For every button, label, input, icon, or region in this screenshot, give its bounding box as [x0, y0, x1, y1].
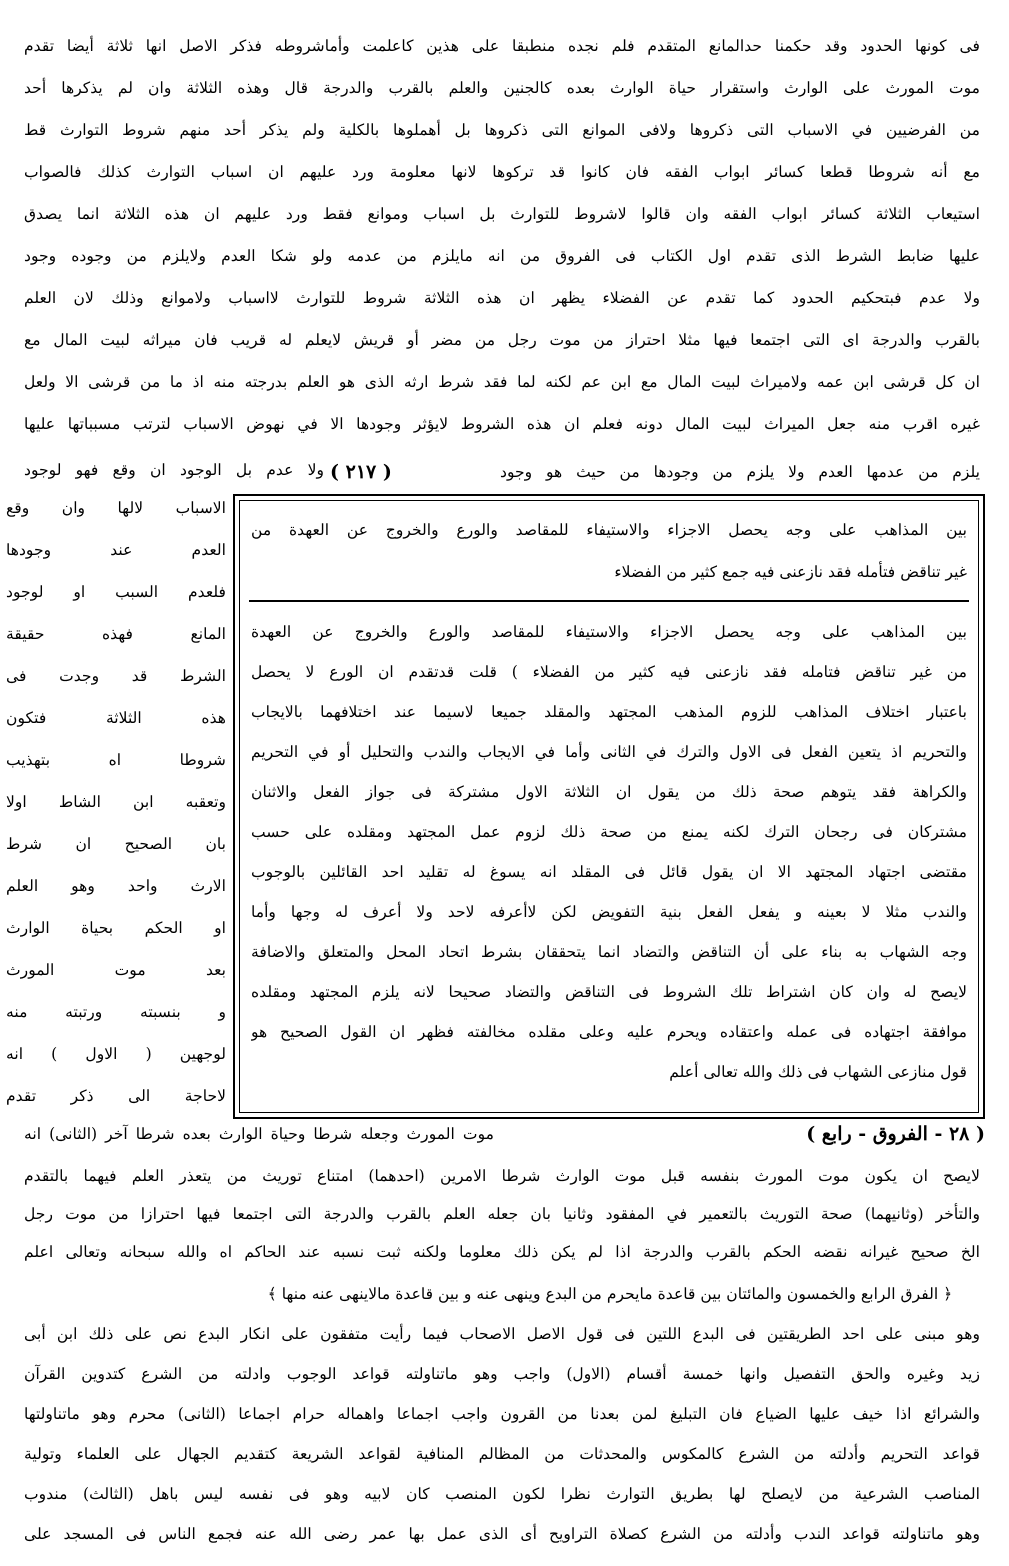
- text-line: ولا عدم فبتحكيم الحدود كما تقدم عن الفضلاء يظهر ان هذه الثلاثة شروط للتوارث لااسباب ولاموانع وذلك لان العلم: [24, 289, 980, 307]
- text-line: والتأخر (وثانيهما) صحة التوريث بالتعمير في المفقود وثانيا بان جعله العلم بالقرب والدرجة التى اجتمعا فيها احترازا من موت رجل: [24, 1205, 980, 1223]
- side-line: لوجهين ( الاول ) انه: [6, 1045, 226, 1063]
- text-line: استيعاب الثلاثة كسائر ابواب الفقه وان قالوا لاشروط للتوارث بل اسباب وموانع فقط ورد عليهم ان هذه الثلاثة انما يصدق: [24, 205, 980, 223]
- text-line: وهو مبنى على احد الطريقتين فى البدع اللتين فى قول الاصل الاصحاب فيما رأيت متفقون على انكار البدع نص على ذلك ابن أبى: [24, 1325, 980, 1343]
- text-line: المناصب الشرعية من لايصلح لها بطريق التوارث نظرا لكون المنصب كان لابيه وهو فى نفسه ليس باهل (الثالث) مندوب: [24, 1485, 980, 1503]
- text-line: عليها ضابط الشرط الذى تقدم اول الكتاب فى الفروق من انه مايلزم من عدمه ولو شكا العدم ولايلزم من وجوده وجود: [24, 247, 980, 265]
- divider-rule: [249, 600, 969, 602]
- side-line: العدم عند وجودها: [6, 541, 226, 559]
- box-line: والكراهة فقد يتوهم صحة ذلك من يقول ان الثلاثة الاول مشتركة فى جواز الفعل والاثنان: [251, 783, 967, 801]
- commentary-box: [233, 494, 985, 1119]
- box-line: وجه الشهاب به بناء على أن التناقض والتضاد انما يتحققان بشرط اتحاد المحل والمتعلق والاضافة: [251, 943, 967, 961]
- text-line: الخ صحيح غيرانه نقضه الحكم بالقرب والدرجة اذا لم يكن ذلك معلوما ولكنه ثبت نسبه عند الحاكم اه والله سبحانه وتعالى اعلم: [24, 1243, 980, 1261]
- text-line: مع أنه شروطا قطعا كسائر ابواب الفقه فان كانوا قد تركوها لانها معلومة ورد عليهم ان اسباب التوارث كذلك فالصواب: [24, 163, 980, 181]
- box-line: باعتبار اختلاف المذاهب للزوم المذهب المجتهد والمقلد جميعا لاسيما عند اختلافهما بالايجاب: [251, 703, 967, 721]
- signature-row: [480, 1116, 985, 1152]
- text-line: زيد وغيره والحق التفصيل وانها خمسة أقسام (الاول) واجب وهو ماتناولته قواعد الوجوب وادلته من الشرع كتدوين القرآن: [24, 1365, 980, 1383]
- box-line: والتحريم اذ يتعين الفعل فى الاول والترك في الثانى وأما في الايجاب والندب والتحليل أو في التحريم: [251, 743, 967, 761]
- text-line: موت المورث وجعله شرطا وحياة الوارث بعده شرطا آخر (الثانى) انه: [24, 1125, 494, 1143]
- text-line: ان كل قرشى ابن عمه ولاميراث لبيت المال مع ابن عم لكنه لما فقد شرط ارثه الذى هو العلم بدرجته منه اذ ما من قرشى الا ولعل: [24, 373, 980, 391]
- side-column: [6, 491, 232, 1131]
- section-title: ﴿ الفرق الرابع والخمسون والمائتان بين قاعدة مايحرم من البدع وينهى عنه و بين قاعدة مالاينهى عنه منها ﴾: [267, 1285, 953, 1303]
- page-number-row: [330, 454, 980, 490]
- signature-mark: ( ٢٨ - الفروق - رابع ): [806, 1123, 985, 1145]
- box-line: بين المذاهب على وجه يحصل الاجزاء والاستيفاء للمقاصد والورع والخروج عن العهدة: [251, 623, 967, 641]
- side-line: شروطا اه بتهذيب: [6, 751, 226, 769]
- box-line: لايصح له وان كان اشتراط تلك الشروط فى التناقض والتضاد صحيحا لانه يلزم المجتهد ومقلده: [251, 983, 967, 1001]
- box-line: موافقة اجتهاده فى عمله واعتقاده ويحرم عليه وعلى مقلده مخالفته فظهر ان القول الصحيح هو: [251, 1023, 967, 1041]
- text-line: يلزم من عدمها العدم ولا يلزم من وجودها من حيث هو وجود: [500, 463, 980, 481]
- text-line: والشرائع اذا خيف عليها الضياع فان التبليغ لمن بعدنا من القرون واجب اجماعا واهماله حرام اجماعا (الثانى) محرم وهو ماتناولتها: [24, 1405, 980, 1423]
- box-line: مشتركان فى رجحان الترك لكنه يمنع من صحة ذلك لزوم عمل المجتهد ومقلده على حسب: [251, 823, 967, 841]
- box-line: مقتضى اجتهاد المجتهد الا ان يقول قائل فى المقلد انه يسوغ له تقليد احد القائلين بالوجوب: [251, 863, 967, 881]
- box-line: والندب مثلا لا بعينه و يفعل الفعل بنية التفويض لكن لاأعرفه لاحد ولا أعرف له وجها وأما: [251, 903, 967, 921]
- side-line: بعد موت المورث: [6, 961, 226, 979]
- side-line: الشرط قد وجدت فى: [6, 667, 226, 685]
- text-line: فى كونها الحدود وقد حكمنا حدالمانع المتقدم فلم نجده منطبقا على هذين كاعلمت وأماشروطه فذكر الاصل انها ثلاثة أيضا تقدم: [24, 37, 980, 55]
- box-line: بين المذاهب على وجه يحصل الاجزاء والاستيفاء للمقاصد والورع والخروج عن العهدة من: [251, 521, 967, 539]
- text-line: موت المورث على الوارث واستقرار حياة الوارث بعده كالجنين والعلم بالقرب والدرجة قال وهذه الثلاثة وان لم يذكرها أحد: [24, 79, 980, 97]
- text-line: لايصح ان يكون موت المورث بنفسه قبل موت الوارث شرطا الامرين (احدهما) امتناع توريث من يتعذر العلم فيهما بالتقدم: [24, 1167, 980, 1185]
- side-line: الارث واحد وهو العلم: [6, 877, 226, 895]
- page-number: ( ٢١٧ ): [330, 461, 392, 483]
- text-line: غيره اقرب منه جعل الميراث لبيت المال دونه فعلم ان هذه الشروط لايؤثر وجودها الا في نهوض الاسباب لترتب مسبباتها عليها: [24, 415, 980, 433]
- box-line: من غير تناقض فتامله فقد نازعنى فيه كثير من الفضلاء ) قلت قدتقدم ان الورع لا يحصل: [251, 663, 967, 681]
- text-line: من الفرضيين في الاسباب التى ذكروها ولافى الموانع التى ذكروها بل أهملوها بالكلية ولم يذكر أحد منهم شروط التوارث قط: [24, 121, 980, 139]
- side-line: المانع فهذه حقيقة: [6, 625, 226, 643]
- side-line: فلعدم السبب او لوجود: [6, 583, 226, 601]
- side-line: او الحكم بحياة الوارث: [6, 919, 226, 937]
- box-line: قول منازعى الشهاب فى ذلك والله تعالى أعلم: [669, 1063, 967, 1081]
- side-line: وتعقبه ابن الشاط اولا: [6, 793, 226, 811]
- side-line: و بنسبته ورتبته منه: [6, 1003, 226, 1021]
- box-line: غير تناقض فتأمله فقد نازعنى فيه جمع كثير من الفضلاء: [614, 563, 967, 581]
- text-line: ولا عدم بل الوجود ان وقع فهو لوجود: [24, 461, 324, 479]
- text-line: بالقرب والدرجة اى التى اجتمعا فيها مثلا احتراز من موت رجل من مضر أو قريش لايعلم له قريب فان ميراثه لبيت المال مع: [24, 331, 980, 349]
- text-line: وهو ماتناولته قواعد الندب وأدلته من الشرع كصلاة التراويح أى الذى عمل بها عمر رضى الله عنه فجمع الناس فى المسجد على: [24, 1525, 980, 1543]
- side-line: بان الصحيح ان شرط: [6, 835, 226, 853]
- text-line: قواعد التحريم وأدلته من الشرع كالمكوس والمحدثات من المظالم المنافية لقواعد الشريعة كتقديم الجهال على العلماء وتولية: [24, 1445, 980, 1463]
- side-line: الاسباب لالها وان وقع: [6, 499, 226, 517]
- side-line: لاحاجة الى ذكر تقدم: [6, 1087, 226, 1105]
- side-line: هذه الثلاثة فتكون: [6, 709, 226, 727]
